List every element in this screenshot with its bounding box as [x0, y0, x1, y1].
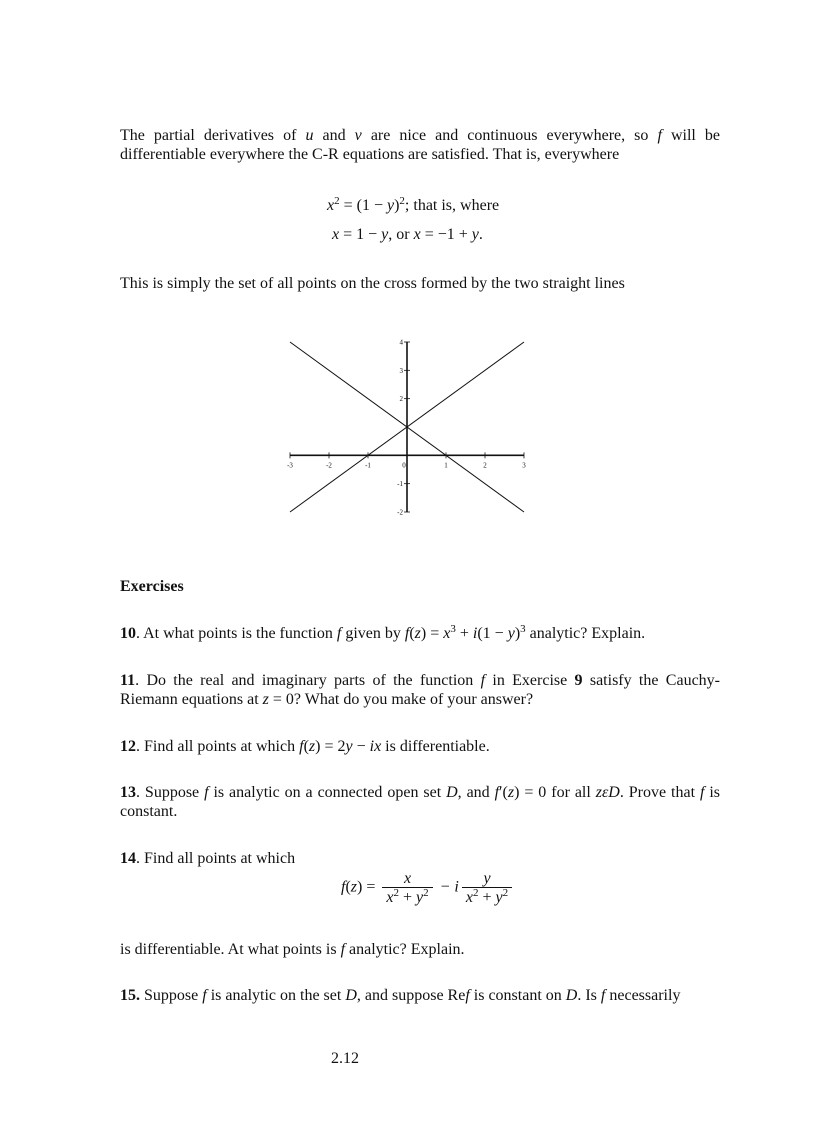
x-tick-label: 1 — [444, 461, 448, 470]
exercise-11: 11. Do the real and imaginary parts of the function f in Exercise 9 satisfy the Cauchy-Riemann equations at z = 0? What do you make of your answer? — [120, 672, 720, 708]
exercise-10: 10. At what points is the function f given by $f(z) = x^3 + i(1 - y)^3$ analytic? Explain. — [120, 623, 646, 642]
exercise-13: 13. Suppose f is analytic on a connected open set D, and f′(z) = 0 for all zεD. Prove that f is constant. — [120, 784, 721, 820]
x-tick-label: -2 — [326, 461, 332, 470]
exercise-12: 12. Find all points at which f(z) = 2y − ix is differentiable. — [120, 738, 490, 755]
exercise-14-formula: f(z) = $\frac{x}{x^2 + y^2}$ − i $\frac{y}{x^2 + y^2}$ — [341, 870, 515, 906]
y-tick-label: 3 — [399, 366, 403, 375]
x-tick-label: 3 — [522, 461, 526, 470]
fraction-real: $\frac{x}{x^2 + y^2}$ — [382, 870, 432, 906]
cross-sentence: This is simply the set of all points on the cross formed by the two straight lines — [120, 275, 625, 292]
exercises-heading: Exercises — [120, 578, 184, 595]
y-tick-label: -1 — [397, 480, 403, 489]
fraction-imag: $\frac{y}{x^2 + y^2}$ — [462, 870, 512, 906]
exercise-15: 15. Suppose f is analytic on the set D, and suppose Ref is constant on D. Is f necessarily — [120, 987, 681, 1004]
exercise-14-question: is differentiable. At what points is f analytic? Explain. — [120, 941, 465, 958]
x-tick-label: 2 — [483, 461, 487, 470]
exercise-14: 14. Find all points at which — [120, 850, 296, 867]
cross-lines-plot — [270, 330, 540, 525]
x-tick-label: -3 — [287, 461, 293, 470]
page-number: 2.12 — [331, 1050, 359, 1067]
y-tick-label: 2 — [399, 395, 403, 404]
y-tick-label: 4 — [399, 338, 403, 347]
x-tick-label: -1 — [365, 461, 371, 470]
y-tick-label: -2 — [397, 508, 403, 517]
x-tick-label: 0 — [402, 461, 406, 470]
equation-line-1: $x^2 = (1 - y)^2$; that is, where — [327, 195, 500, 214]
intro-paragraph: The partial derivatives of u and v are nice and continuous everywhere, so f will be differentiable everywhere the C-R equations are satisfied. That is, everywhere — [120, 127, 721, 163]
equation-line-2: x = 1 − y, or x = −1 + y. — [332, 226, 483, 243]
